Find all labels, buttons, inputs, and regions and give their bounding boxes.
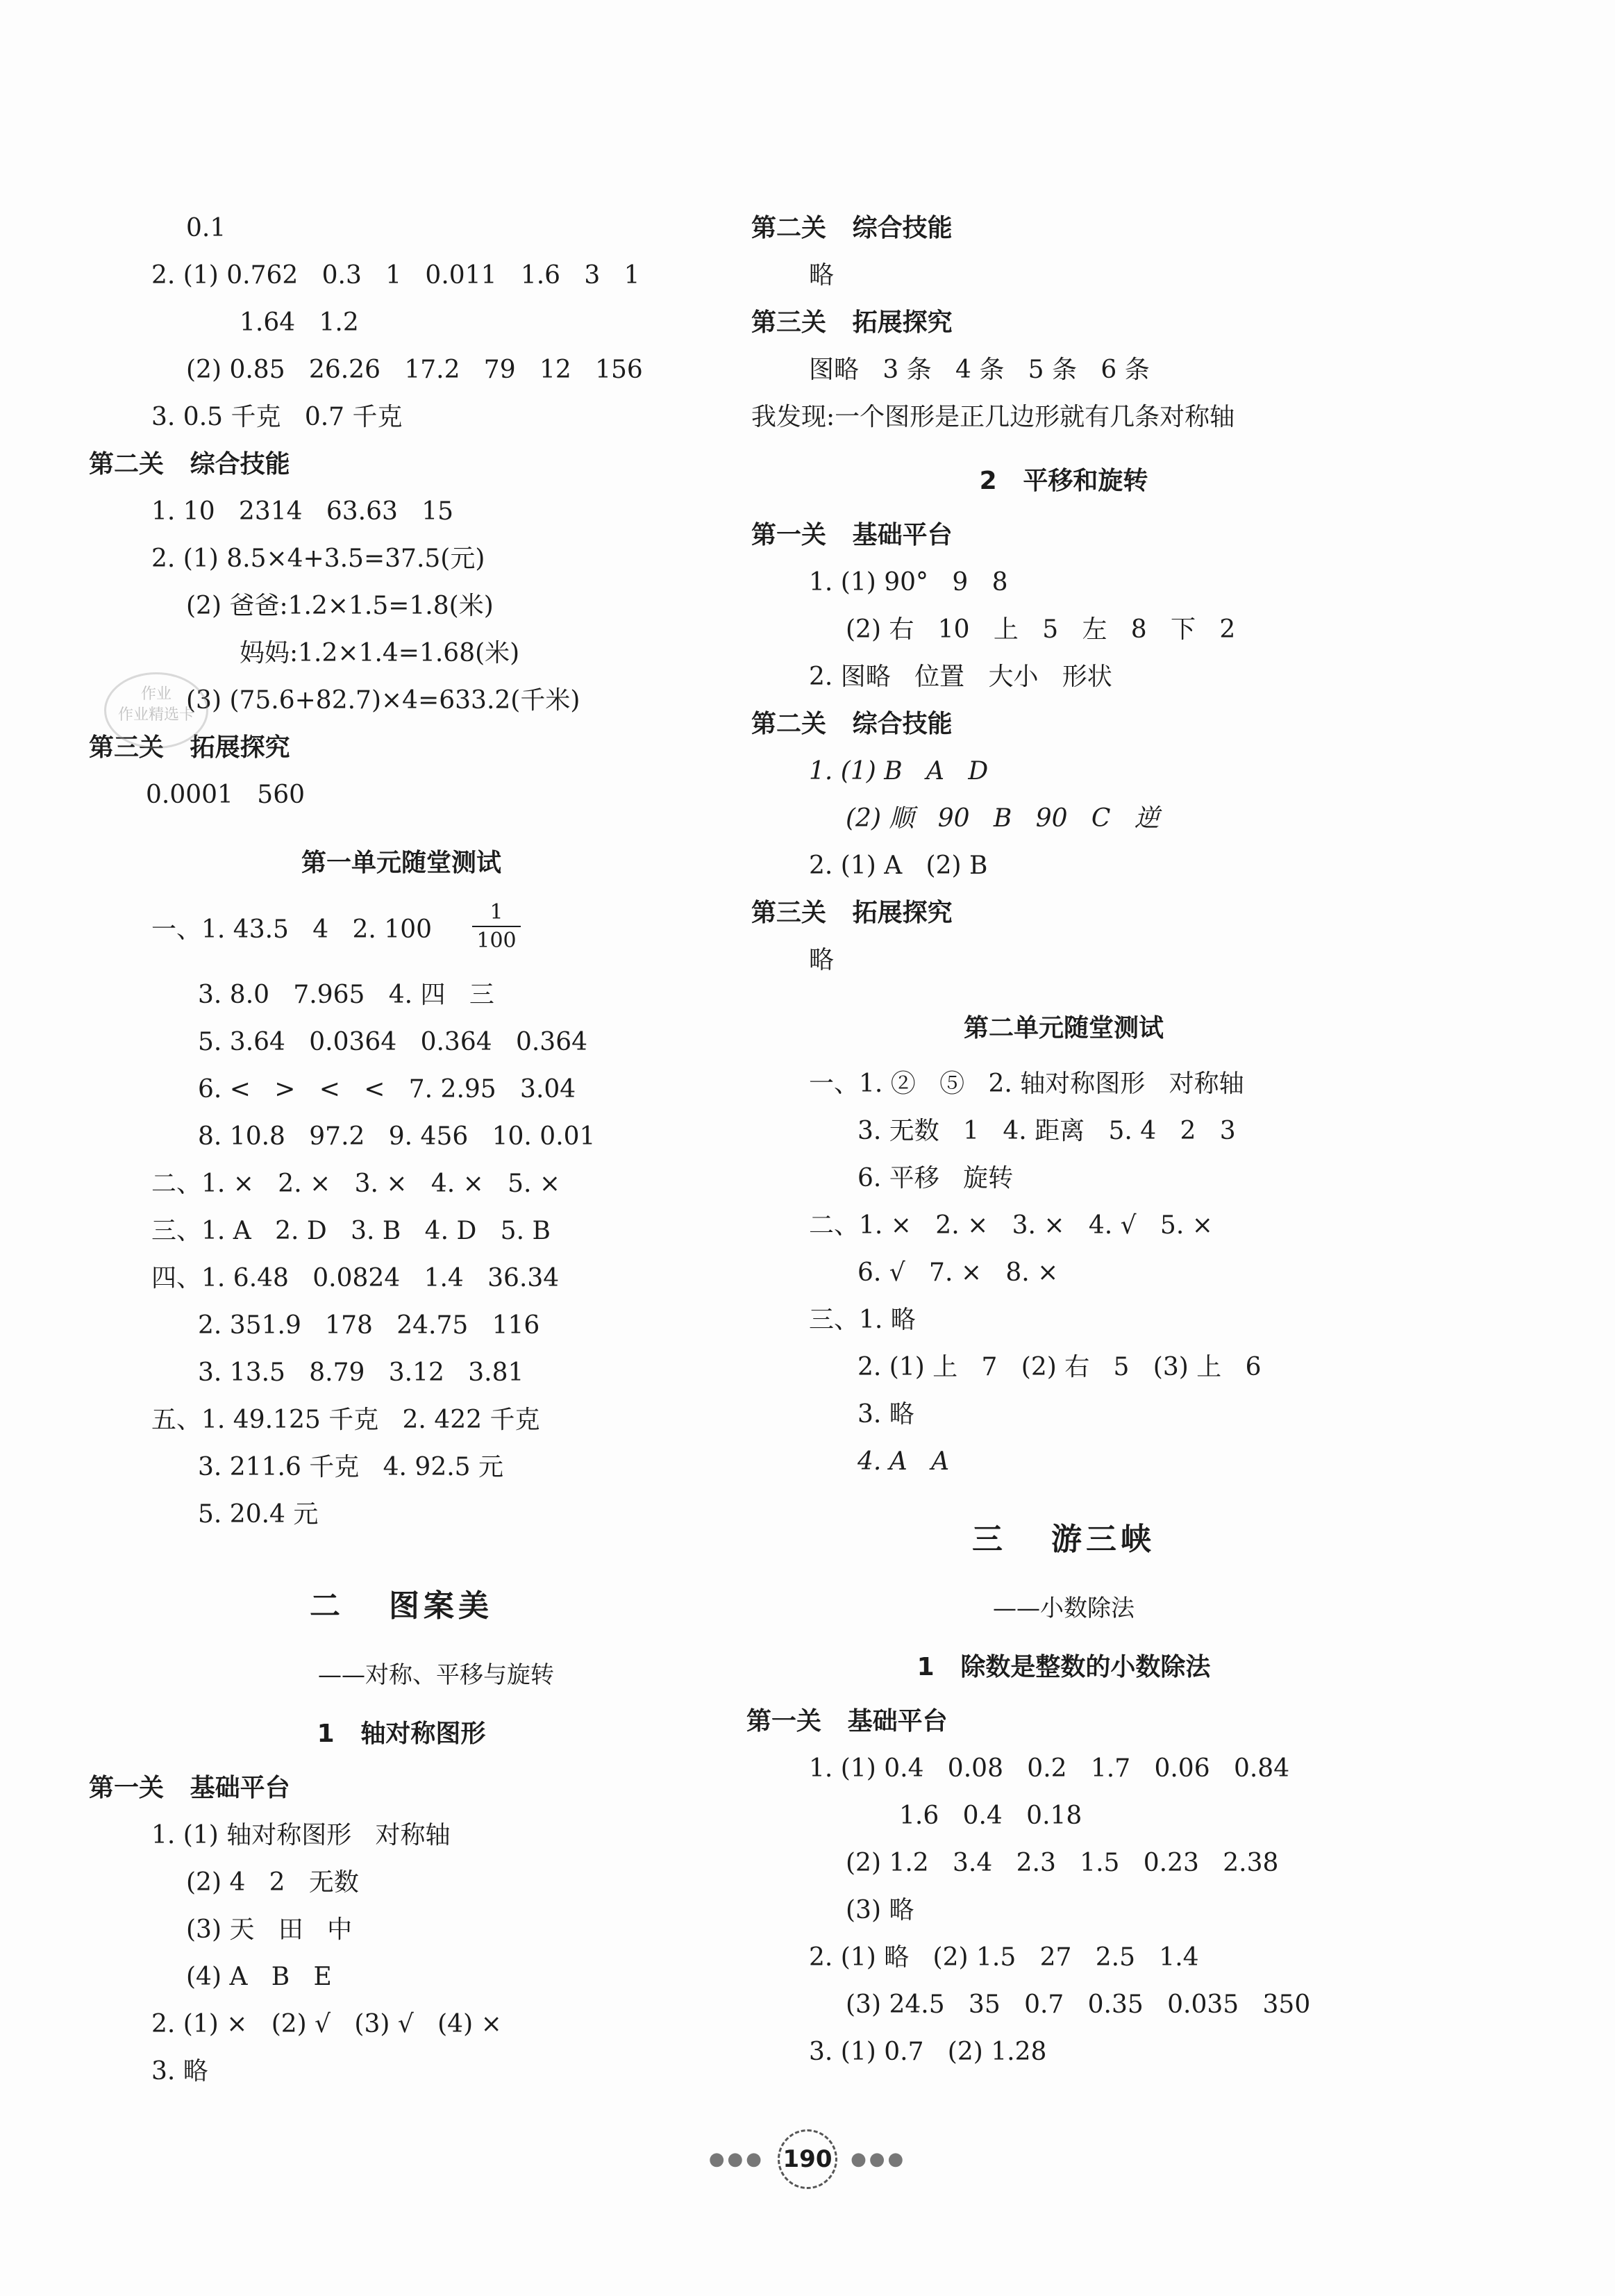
test-title: 第二单元随堂测试 bbox=[963, 1014, 1164, 1042]
lesson-title: 1 除数是整数的小数除法 bbox=[917, 1653, 1211, 1681]
answer-line: 2. (1) A (2) B bbox=[809, 851, 988, 880]
answer-line: 略 bbox=[809, 261, 835, 290]
answer-line: 2. (1) × (2) √ (3) √ (4) × bbox=[151, 2010, 502, 2038]
answer-line: 6. < > < < 7. 2.95 3.04 bbox=[198, 1075, 576, 1104]
unit-title: 三 游三峡 bbox=[972, 1522, 1155, 1557]
answer-line: 0.1 bbox=[186, 214, 226, 242]
answer-line: 1.6 0.4 0.18 bbox=[899, 1802, 1082, 1830]
answer-line: 图略 3 条 4 条 5 条 6 条 bbox=[809, 356, 1150, 384]
answer-line: 一、1. ② ⑤ 2. 轴对称图形 对称轴 bbox=[809, 1070, 1244, 1098]
stamp-text: 作业精选卡 bbox=[117, 706, 194, 724]
answer-line: 6. 平移 旋转 bbox=[857, 1164, 1014, 1192]
section-heading: 第一关 基础平台 bbox=[89, 1774, 290, 1802]
answer-line: 3. 8.0 7.965 4. 四 三 bbox=[198, 981, 494, 1009]
answer-line: (3) 天 田 中 bbox=[186, 1915, 353, 1944]
answer-line: 3. 无数 1 4. 距离 5. 4 2 3 bbox=[857, 1117, 1236, 1145]
answer-line: 我发现:一个图形是正几边形就有几条对称轴 bbox=[751, 403, 1235, 431]
decorative-dots: ●●● bbox=[708, 2149, 764, 2170]
answer-line: (2) 爸爸:1.2×1.5=1.8(米) bbox=[186, 592, 494, 620]
answer-line: 0.0001 560 bbox=[146, 781, 306, 809]
answer-line: (3) 24.5 35 0.7 0.35 0.035 350 bbox=[846, 1990, 1311, 2019]
answer-line: (2) 4 2 无数 bbox=[186, 1868, 359, 1897]
page-number: 190 bbox=[778, 2129, 837, 2189]
answer-line: 1. (1) 90° 9 8 bbox=[809, 568, 1008, 597]
stamp-text: 作业 bbox=[140, 685, 171, 703]
answer-line: 略 bbox=[809, 946, 835, 974]
answer-line: 2. 图略 位置 大小 形状 bbox=[809, 663, 1112, 691]
answer-line: 1. 10 2314 63.63 15 bbox=[151, 497, 454, 526]
answer-line: 2. (1) 0.762 0.3 1 0.011 1.6 3 1 bbox=[151, 261, 640, 290]
answer-line: 2. (1) 上 7 (2) 右 5 (3) 上 6 bbox=[857, 1353, 1262, 1381]
lesson-title: 2 平移和旋转 bbox=[979, 467, 1148, 495]
decorative-dots: ●●● bbox=[851, 2149, 907, 2170]
answer-line: 3. 13.5 8.79 3.12 3.81 bbox=[198, 1358, 524, 1387]
answer-line: 1. (1) 0.4 0.08 0.2 1.7 0.06 0.84 bbox=[809, 1754, 1290, 1783]
fraction-numerator: 1 bbox=[489, 900, 503, 924]
answer-line: 2. 351.9 178 24.75 116 bbox=[198, 1311, 540, 1340]
answer-line: 四、1. 6.48 0.0824 1.4 36.34 bbox=[151, 1264, 560, 1292]
answer-line: (2) 顺 90 B 90 C 逆 bbox=[846, 804, 1160, 833]
answer-line: 2. (1) 略 (2) 1.5 27 2.5 1.4 bbox=[809, 1943, 1199, 1972]
answer-line: 8. 10.8 97.2 9. 456 10. 0.01 bbox=[198, 1122, 596, 1151]
section-heading: 第三关 拓展探究 bbox=[751, 899, 953, 927]
section-heading: 第三关 拓展探究 bbox=[89, 733, 290, 762]
answer-line: (2) 右 10 上 5 左 8 下 2 bbox=[846, 615, 1236, 644]
answer-line: 一、1. 43.5 4 2. 100 bbox=[151, 915, 433, 944]
answer-line: 3. 略 bbox=[857, 1400, 914, 1429]
answer-line: (2) 0.85 26.26 17.2 79 12 156 bbox=[186, 356, 643, 384]
answer-line: 6. √ 7. × 8. × bbox=[857, 1258, 1059, 1287]
section-heading: 第二关 综合技能 bbox=[751, 214, 953, 242]
fraction-denominator: 100 bbox=[476, 929, 517, 953]
answer-line: 5. 20.4 元 bbox=[198, 1500, 319, 1529]
answer-line: 三、1. A 2. D 3. B 4. D 5. B bbox=[151, 1217, 551, 1245]
answer-line: 5. 3.64 0.0364 0.364 0.364 bbox=[198, 1028, 588, 1056]
lesson-title: 1 轴对称图形 bbox=[317, 1720, 486, 1748]
unit-title: 二 图案美 bbox=[310, 1588, 493, 1624]
answer-line: (3) (75.6+82.7)×4=633.2(千米) bbox=[186, 686, 580, 715]
answer-line: 3. 0.5 千克 0.7 千克 bbox=[151, 403, 403, 431]
answer-line: (2) 1.2 3.4 2.3 1.5 0.23 2.38 bbox=[846, 1849, 1279, 1877]
answer-line: 3. (1) 0.7 (2) 1.28 bbox=[809, 2038, 1047, 2066]
section-heading: 第一关 基础平台 bbox=[746, 1707, 948, 1736]
answer-line: 1.64 1.2 bbox=[240, 308, 359, 337]
section-heading: 第一关 基础平台 bbox=[751, 521, 953, 549]
watermark-stamp bbox=[104, 672, 208, 749]
unit-subtitle: ——小数除法 bbox=[993, 1595, 1135, 1622]
answer-line: 2. (1) 8.5×4+3.5=37.5(元) bbox=[151, 544, 485, 573]
answer-line: 1. (1) 轴对称图形 对称轴 bbox=[151, 1821, 451, 1849]
section-heading: 第二关 综合技能 bbox=[751, 710, 953, 738]
answer-line: (4) A B E bbox=[186, 1963, 332, 1991]
answer-line: 4. A A bbox=[857, 1447, 950, 1476]
fraction bbox=[472, 900, 521, 953]
test-title: 第一单元随堂测试 bbox=[301, 849, 501, 877]
answer-line: 五、1. 49.125 千克 2. 422 千克 bbox=[151, 1406, 540, 1434]
answer-line: 二、1. × 2. × 3. × 4. √ 5. × bbox=[809, 1211, 1213, 1240]
answer-line: 3. 略 bbox=[151, 2057, 208, 2086]
answer-line: 3. 211.6 千克 4. 92.5 元 bbox=[198, 1453, 504, 1481]
answer-line: (3) 略 bbox=[846, 1896, 914, 1924]
answer-line: 妈妈:1.2×1.4=1.68(米) bbox=[240, 639, 520, 667]
section-heading: 第二关 综合技能 bbox=[89, 450, 290, 479]
section-heading: 第三关 拓展探究 bbox=[751, 308, 953, 337]
answer-line: 三、1. 略 bbox=[809, 1306, 916, 1334]
answer-line: 1. (1) B A D bbox=[809, 757, 989, 785]
unit-subtitle: ——对称、平移与旋转 bbox=[318, 1661, 554, 1689]
answer-line: 二、1. × 2. × 3. × 4. × 5. × bbox=[151, 1170, 561, 1198]
page-footer bbox=[0, 2129, 1615, 2189]
fraction-bar bbox=[472, 926, 521, 927]
